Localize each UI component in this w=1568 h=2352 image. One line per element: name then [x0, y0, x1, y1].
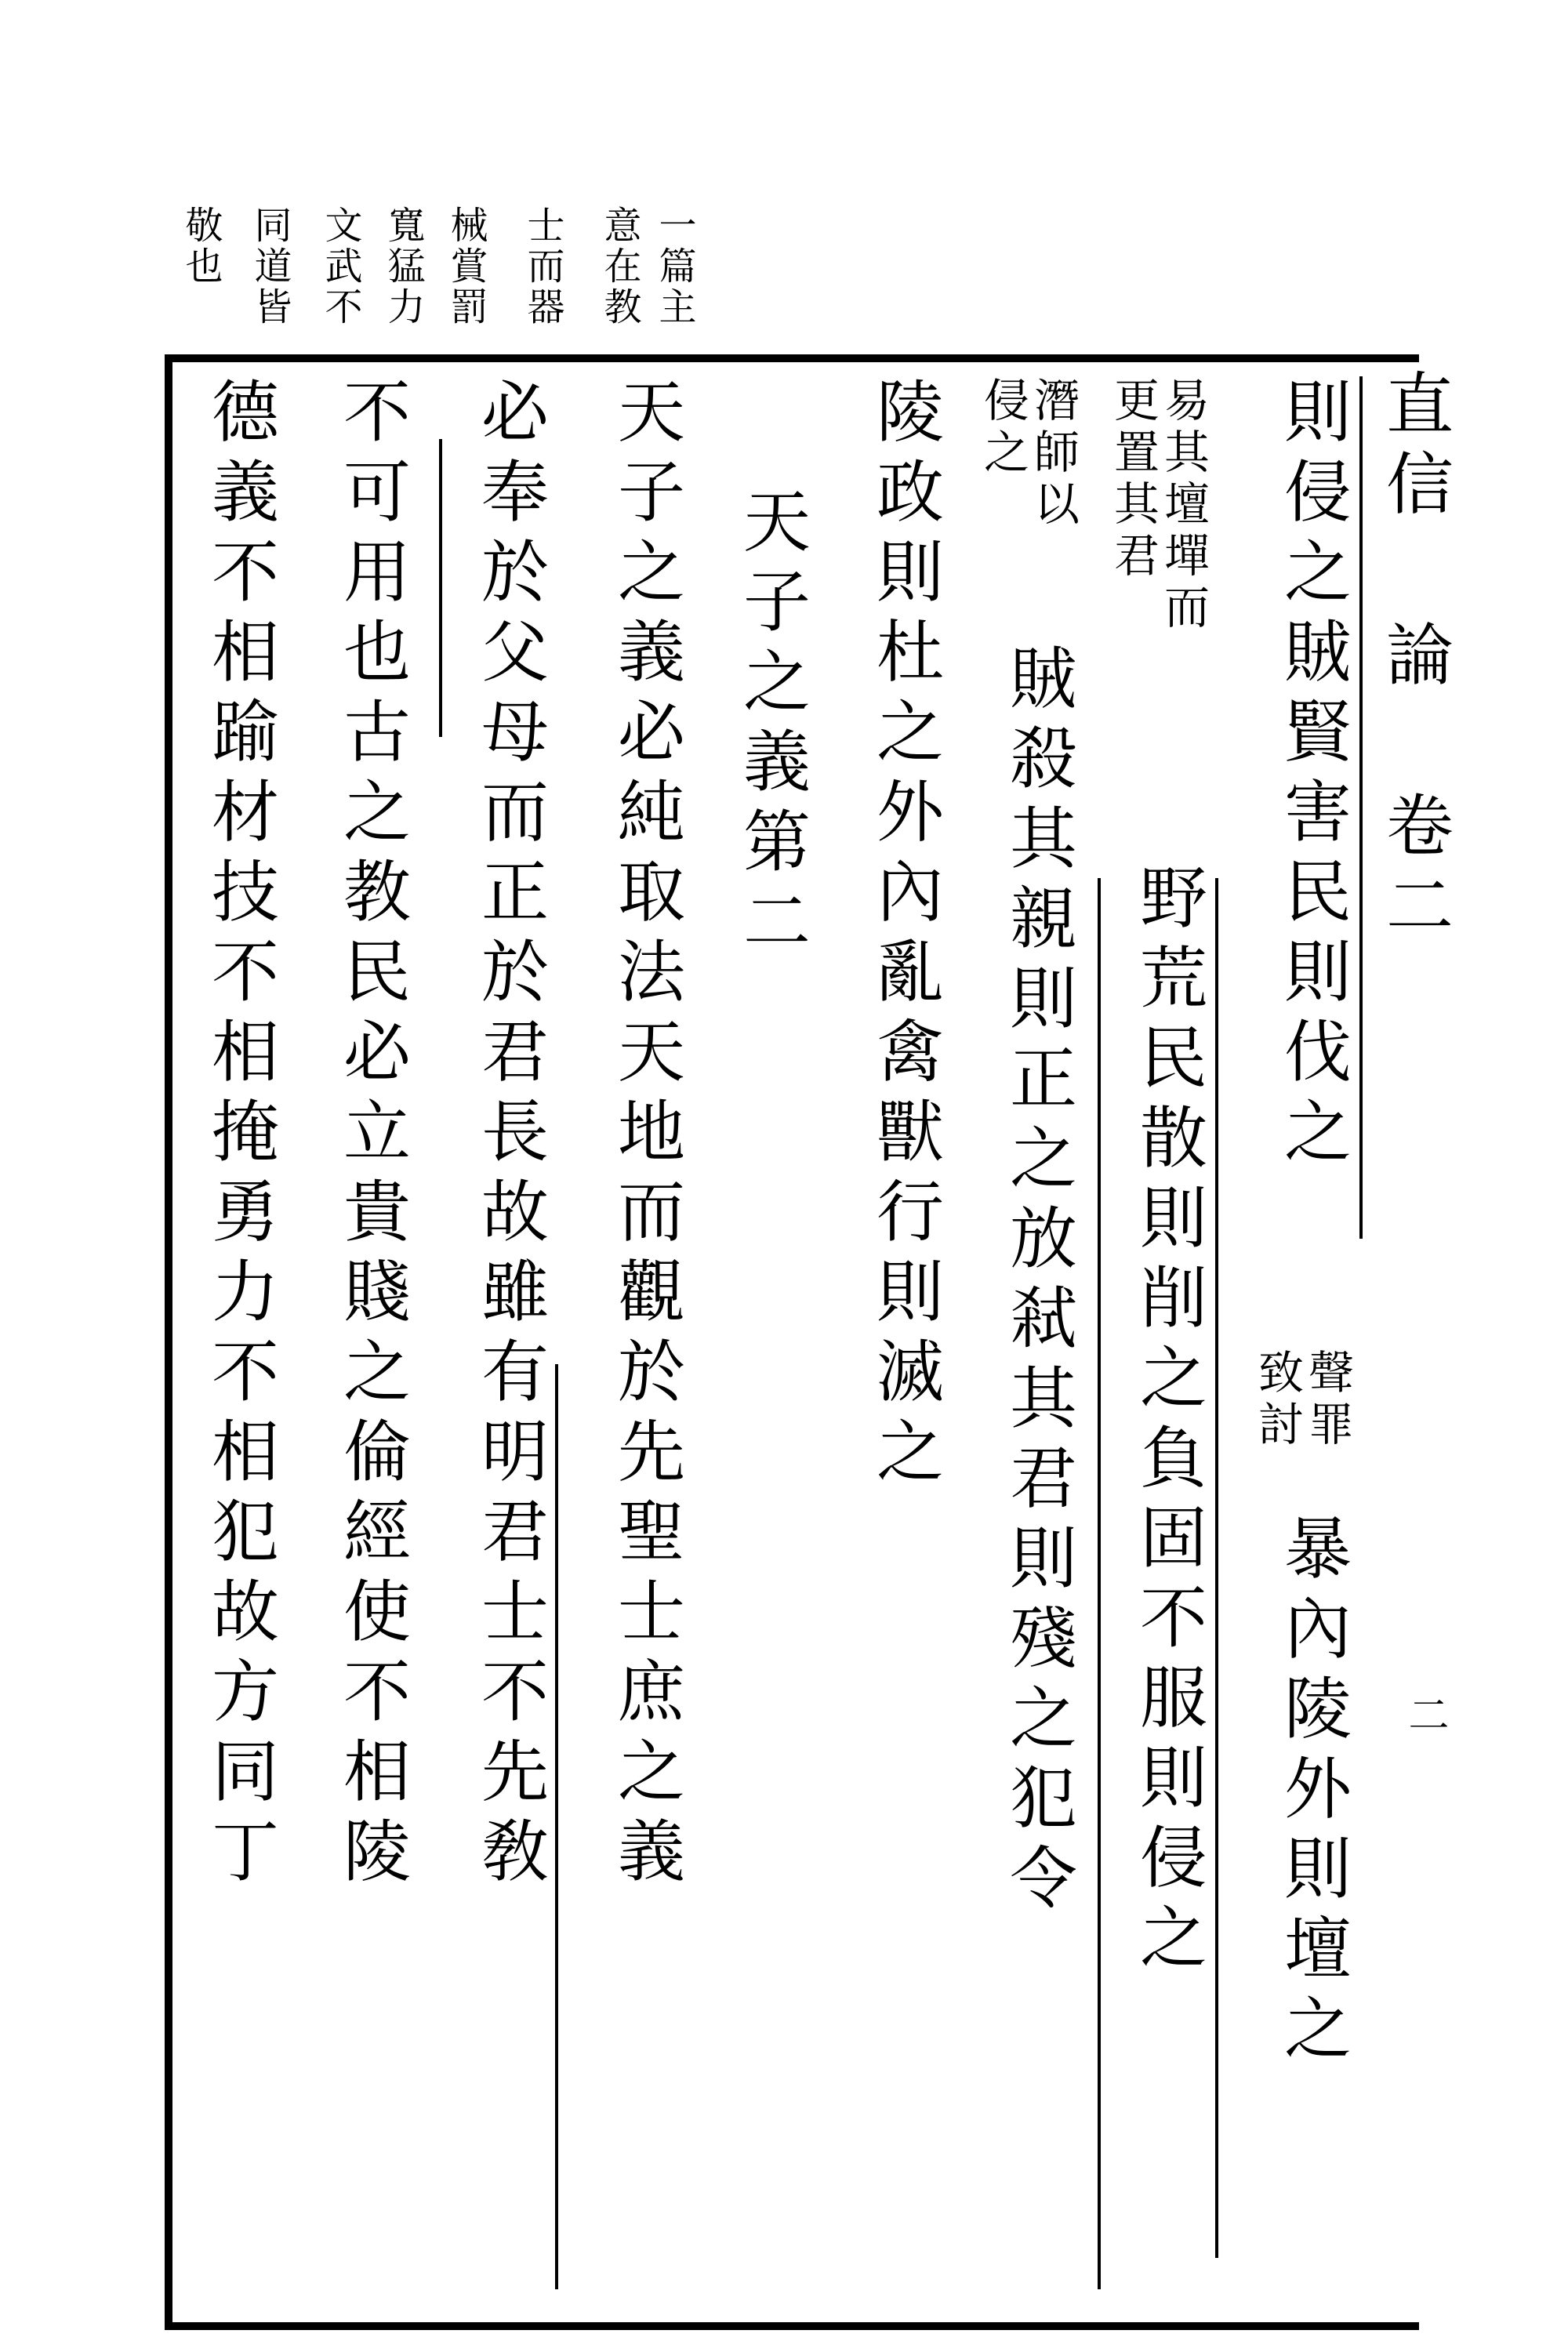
leaf-number: 二: [1401, 1693, 1448, 1734]
inline-note-1-right: 聲罪: [1301, 1348, 1354, 1452]
frame-top-border: [165, 354, 1419, 362]
text-column-2-tail: 野荒民散則削之負固不服則侵之: [1128, 862, 1207, 1982]
text-column-5: 天子之義必純取法天地而觀於先聖士庶之義: [606, 376, 684, 1896]
inline-note-2-right: 易其壇墠而: [1156, 376, 1210, 635]
headnote-column-5: 寬猛力: [381, 205, 425, 328]
text-column-8: 德義不相踰材技不相掩勇力不相犯故方同丁: [200, 376, 278, 1896]
column-rule: [555, 1364, 558, 2289]
inline-note-1: [1250, 1348, 1354, 1452]
inline-note-1-left: 致討: [1250, 1348, 1304, 1452]
text-column-7: 不可用也古之教民必立貴賤之倫經使不相陵: [332, 376, 410, 1896]
column-rule: [1215, 878, 1218, 2258]
chapter-title: 天子之義第二: [731, 486, 810, 966]
headnote-column-1: 一篇主: [652, 205, 696, 328]
headnote-column-4: 械賞罰: [444, 205, 488, 328]
headnote-column-2: 意在教: [597, 205, 641, 328]
frame-bottom-border: [165, 2322, 1419, 2330]
headnote-column-6: 文武不: [318, 205, 362, 328]
inline-note-2: [1106, 376, 1210, 635]
text-column-3-tail: 賊殺其親則正之放弒其君則殘之犯令: [998, 643, 1076, 1922]
headnote-column-8: 敬也: [179, 205, 223, 287]
column-rule: [1359, 376, 1363, 1239]
inline-note-3: [976, 376, 1080, 532]
text-column-6: 必奉於父母而正於君長故雖有明君士不先敎: [470, 376, 548, 1896]
frame-left-border: [165, 354, 172, 2330]
inline-note-2-left: 更置其君: [1106, 376, 1160, 583]
column-rule: [439, 439, 442, 737]
text-column-1-tail: 暴內陵外則壇之: [1272, 1513, 1351, 2073]
running-title: 直信 論 卷二: [1374, 368, 1453, 950]
text-column-4: 陵政則杜之外內亂禽獸行則滅之: [865, 376, 943, 1496]
column-rule: [1098, 878, 1101, 2289]
text-column-1-head: 則侵之賊賢害民則伐之: [1272, 376, 1351, 1176]
running-header: [1374, 368, 1453, 2093]
headnote-column-7: 同道皆: [248, 205, 292, 328]
headnote-column-3: 士而器: [521, 205, 564, 328]
inline-note-3-right: 潛師以: [1026, 376, 1080, 532]
inline-note-3-left: 侵之: [976, 376, 1029, 480]
